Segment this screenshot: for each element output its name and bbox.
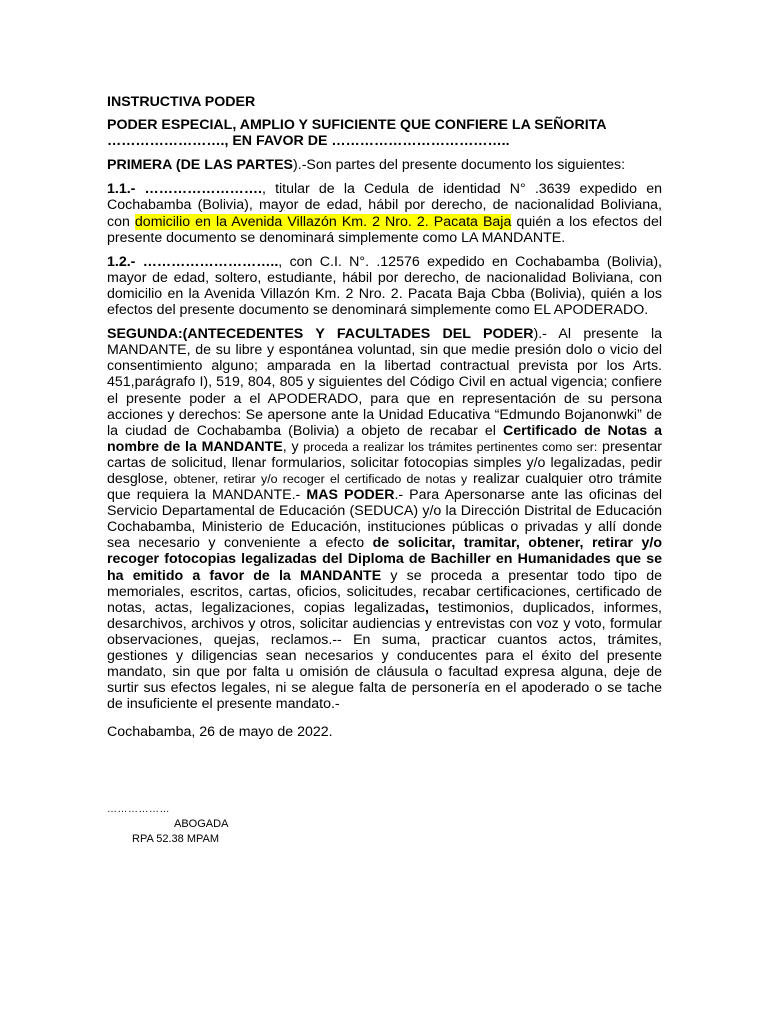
segunda-bold-3: de solicitar, tramitar, obtener, retirar y/o recoger fotocopias legalizadas del Diploma de Bachiller en Humanidades que se ha emitido a favor de la MANDANTE — [107, 535, 662, 584]
segunda-text-2: , y — [282, 438, 299, 455]
clause-segunda-label: SEGUNDA:(ANTECEDENTES Y FACULTADES DEL PODER — [107, 326, 534, 343]
segunda-small-2: obtener, retirar y/o recoger el certificado de notas y — [173, 471, 468, 486]
clause-1-1-text-a: , titular de la Cedula de identidad N° .3639 expedido en Cochabamba (Bolivia), mayor de edad, hábil por derecho, de nacionalidad Boliviana, con — [107, 181, 662, 230]
heading-line-2: ……………………., EN FAVOR DE ……………………………….. — [107, 133, 510, 150]
clause-primera-text: ).-Son partes del presente documento los siguientes: — [293, 157, 626, 174]
heading-line-1: PODER ESPECIAL, AMPLIO Y SUFICIENTE QUE CONFIERE LA SEÑORITA — [107, 117, 607, 134]
signature-rpa: RPA 52.38 MPAM — [132, 833, 220, 845]
segunda-text-6: y se proceda a presentar todo tipo de memoriales, escritos, cartas, oficios, solicitudes, recabar certificaciones, certificado de notas, actas, legalizaciones, copias legalizadas — [107, 567, 662, 616]
segunda-bold-4: , — [424, 599, 429, 616]
clause-1-2-label: 1.2.- ……………………….. — [107, 253, 279, 270]
segunda-text-1: ).- Al presente la MANDANTE, de su libre y espontánea voluntad, sin que medie presión dolo o vicio del consentimiento alguno; amparada en la libertad contractual prevista por los Arts. 451,parágrafo I), 519, 804, 805 y siguientes del Código Civil en actual vigencia; confiere el presente poder a el APODERADO, para que en representación de su persona acciones y derechos: Se apersone ante la Unidad Educativa “Edmundo Bojanonwki” de la ciudad de Cochabamba (Bolivia) a objeto de recabar el — [107, 326, 662, 439]
clause-primera — [107, 157, 662, 173]
segunda-bold-1: Certificado de Notas a nombre de la MANDANTE — [107, 422, 663, 455]
segunda-text-3: presentar cartas de solicitud, llenar formularios, solicitar fotocopias simples y/o legalizadas, pedir desglose, — [107, 438, 662, 487]
clause-primera-label: PRIMERA (DE LAS PARTES — [107, 157, 294, 174]
document-title: INSTRUCTIVA PODER — [107, 94, 256, 110]
highlighted-address: domicilio en la Avenida Villazón Km. 2 Nro. 2. Pacata Baja — [134, 213, 512, 230]
clause-1-1 — [107, 181, 662, 245]
document-date: Cochabamba, 26 de mayo de 2022. — [107, 724, 333, 741]
segunda-bold-2: MAS PODER — [306, 487, 395, 504]
clause-1-1-text-b: quién a los efectos del presente documento se denominará simplemente como LA MANDANTE. — [107, 213, 662, 246]
signature-role: ABOGADA — [174, 818, 229, 830]
segunda-text-5: .- Para Apersonarse ante las oficinas del Servicio Departamental de Educación (SEDUCA) y/o la Dirección Distrital de Educación Cochabamba, Ministerio de Educación, instituciones públicas o privadas y allí donde sea necesario y conveniente a efecto — [107, 487, 663, 552]
segunda-text-4: realizar cualquier otro trámite que requiera la MANDANTE.- — [107, 470, 662, 504]
clause-1-2-text: , con C.I. N°. .12576 expedido en Cochabamba (Bolivia), mayor de edad, soltero, estudiante, hábil por derecho, de nacionalidad Boliviana, con domicilio en la Avenida Villazón Km. 2 Nro. 2. Pacata Baja Cbba (Bolivia), quién a los efectos del presente documento se denominará simplemente como EL APODERADO. — [107, 253, 663, 319]
clause-segunda — [107, 326, 662, 712]
signature-line: ……………… — [107, 804, 170, 815]
clause-1-1-label: 1.1.- ……………………. — [107, 181, 262, 198]
segunda-text-7: testimonios, duplicados, informes, desarchivos, archivos y otros, solicitar audiencias y entrevistas con voz y voto, formular observaciones, quejas, reclamos.-- En suma, practicar cuantos actos, trámites, gestiones y diligencias sean necesarios y conducentes para el éxito del presente mandato, sin que por falta u omisión de cláusula o facultad expresa alguna, deje de surtir sus efectos legales, ni se alegue falta de personería en el apoderado o se tache de insuficiente el presente mandato.- — [107, 599, 662, 713]
document-heading — [107, 117, 662, 149]
segunda-small-1: proceda a realizar los trámites pertinentes como ser: — [303, 439, 598, 454]
document-body — [107, 94, 662, 748]
clause-1-2 — [107, 254, 662, 318]
